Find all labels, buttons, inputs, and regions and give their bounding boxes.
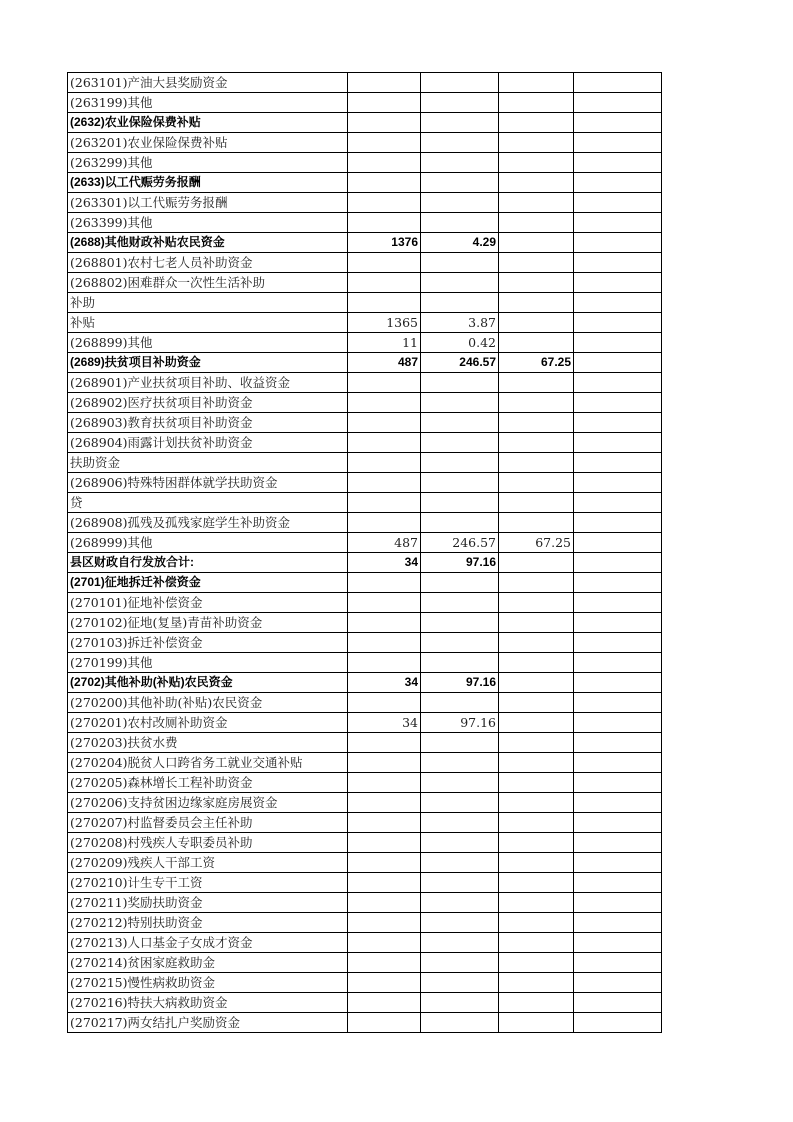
value-cell-4 xyxy=(574,393,662,413)
value-cell-3: 67.25 xyxy=(499,353,574,373)
value-cell-3 xyxy=(499,953,574,973)
value-cell-3 xyxy=(499,1013,574,1033)
value-cell-2 xyxy=(421,393,499,413)
value-cell-3 xyxy=(499,733,574,753)
row-label-cell: (270210)计生专干工资 xyxy=(68,873,348,893)
table-row xyxy=(68,733,662,753)
value-cell-2 xyxy=(421,913,499,933)
value-cell-1 xyxy=(348,133,421,153)
value-cell-1 xyxy=(348,993,421,1013)
row-label-cell: (270199)其他 xyxy=(68,653,348,673)
value-cell-3 xyxy=(499,673,574,693)
value-cell-3 xyxy=(499,373,574,393)
value-cell-4 xyxy=(574,893,662,913)
row-label-cell: (270200)其他补助(补贴)农民资金 xyxy=(68,693,348,713)
value-cell-4 xyxy=(574,793,662,813)
value-cell-3 xyxy=(499,833,574,853)
value-cell-3 xyxy=(499,473,574,493)
value-cell-2 xyxy=(421,73,499,93)
value-cell-2: 3.87 xyxy=(421,313,499,333)
value-cell-3 xyxy=(499,113,574,133)
table-row xyxy=(68,453,662,473)
row-label-cell: (263301)以工代赈劳务报酬 xyxy=(68,193,348,213)
table-row xyxy=(68,653,662,673)
table-row xyxy=(68,793,662,813)
value-cell-4 xyxy=(574,493,662,513)
value-cell-1 xyxy=(348,633,421,653)
value-cell-1 xyxy=(348,893,421,913)
table-row xyxy=(68,613,662,633)
row-label-cell: (263399)其他 xyxy=(68,213,348,233)
row-label-cell: (268908)孤残及孤残家庭学生补助资金 xyxy=(68,513,348,533)
table-row xyxy=(68,393,662,413)
value-cell-3 xyxy=(499,613,574,633)
value-cell-3: 67.25 xyxy=(499,533,574,553)
value-cell-2 xyxy=(421,833,499,853)
value-cell-3 xyxy=(499,513,574,533)
row-label-cell: 补贴 xyxy=(68,313,348,333)
row-label-cell: (2702)其他补助(补贴)农民资金 xyxy=(68,673,348,693)
value-cell-2 xyxy=(421,413,499,433)
value-cell-3 xyxy=(499,393,574,413)
table-row xyxy=(68,353,662,373)
value-cell-1 xyxy=(348,833,421,853)
value-cell-4 xyxy=(574,233,662,253)
table-row xyxy=(68,93,662,113)
value-cell-1 xyxy=(348,613,421,633)
row-label-cell: 扶助资金 xyxy=(68,453,348,473)
value-cell-1 xyxy=(348,73,421,93)
value-cell-4 xyxy=(574,613,662,633)
row-label-cell: (268999)其他 xyxy=(68,533,348,553)
value-cell-1 xyxy=(348,953,421,973)
table-row xyxy=(68,373,662,393)
table-row xyxy=(68,673,662,693)
value-cell-3 xyxy=(499,913,574,933)
value-cell-1 xyxy=(348,933,421,953)
value-cell-1 xyxy=(348,373,421,393)
value-cell-1 xyxy=(348,733,421,753)
value-cell-4 xyxy=(574,173,662,193)
value-cell-4 xyxy=(574,133,662,153)
value-cell-2 xyxy=(421,273,499,293)
value-cell-3 xyxy=(499,413,574,433)
row-label-cell: (263199)其他 xyxy=(68,93,348,113)
value-cell-3 xyxy=(499,773,574,793)
value-cell-3 xyxy=(499,593,574,613)
value-cell-2 xyxy=(421,693,499,713)
value-cell-2 xyxy=(421,493,499,513)
table-row xyxy=(68,273,662,293)
fund-table-body xyxy=(68,73,662,1033)
value-cell-3 xyxy=(499,653,574,673)
value-cell-3 xyxy=(499,553,574,573)
value-cell-4 xyxy=(574,1013,662,1033)
row-label-cell: (2689)扶贫项目补助资金 xyxy=(68,353,348,373)
table-row xyxy=(68,633,662,653)
value-cell-1: 34 xyxy=(348,673,421,693)
value-cell-4 xyxy=(574,993,662,1013)
table-row xyxy=(68,1013,662,1033)
value-cell-3 xyxy=(499,853,574,873)
table-row xyxy=(68,853,662,873)
value-cell-1: 1376 xyxy=(348,233,421,253)
value-cell-4 xyxy=(574,693,662,713)
table-row xyxy=(68,953,662,973)
fund-table xyxy=(67,72,662,1033)
row-label-cell: (2701)征地拆迁补偿资金 xyxy=(68,573,348,593)
value-cell-2 xyxy=(421,653,499,673)
table-row xyxy=(68,993,662,1013)
row-label-cell: (263299)其他 xyxy=(68,153,348,173)
value-cell-4 xyxy=(574,273,662,293)
value-cell-3 xyxy=(499,933,574,953)
value-cell-3 xyxy=(499,193,574,213)
value-cell-2 xyxy=(421,513,499,533)
value-cell-2 xyxy=(421,953,499,973)
value-cell-1 xyxy=(348,193,421,213)
row-label-cell: (270215)慢性病救助资金 xyxy=(68,973,348,993)
value-cell-4 xyxy=(574,813,662,833)
table-row xyxy=(68,573,662,593)
value-cell-4 xyxy=(574,853,662,873)
value-cell-2 xyxy=(421,793,499,813)
value-cell-2 xyxy=(421,993,499,1013)
value-cell-2 xyxy=(421,753,499,773)
table-row xyxy=(68,473,662,493)
table-row xyxy=(68,413,662,433)
value-cell-4 xyxy=(574,553,662,573)
value-cell-1 xyxy=(348,273,421,293)
value-cell-1 xyxy=(348,813,421,833)
value-cell-2 xyxy=(421,453,499,473)
value-cell-4 xyxy=(574,353,662,373)
table-row xyxy=(68,513,662,533)
value-cell-3 xyxy=(499,693,574,713)
value-cell-3 xyxy=(499,813,574,833)
value-cell-2 xyxy=(421,973,499,993)
row-label-cell: (270205)森林增长工程补助资金 xyxy=(68,773,348,793)
table-row xyxy=(68,913,662,933)
value-cell-3 xyxy=(499,333,574,353)
value-cell-3 xyxy=(499,73,574,93)
value-cell-4 xyxy=(574,373,662,393)
value-cell-2 xyxy=(421,93,499,113)
value-cell-1 xyxy=(348,253,421,273)
value-cell-1: 487 xyxy=(348,533,421,553)
row-label-cell: (270209)残疾人干部工资 xyxy=(68,853,348,873)
value-cell-4 xyxy=(574,673,662,693)
value-cell-2 xyxy=(421,193,499,213)
value-cell-1 xyxy=(348,413,421,433)
value-cell-2 xyxy=(421,293,499,313)
value-cell-4 xyxy=(574,713,662,733)
value-cell-1 xyxy=(348,653,421,673)
value-cell-1 xyxy=(348,793,421,813)
value-cell-2 xyxy=(421,893,499,913)
value-cell-4 xyxy=(574,913,662,933)
value-cell-1 xyxy=(348,513,421,533)
value-cell-4 xyxy=(574,253,662,273)
value-cell-4 xyxy=(574,933,662,953)
row-label-cell: (270102)征地(复垦)青苗补助资金 xyxy=(68,613,348,633)
value-cell-3 xyxy=(499,433,574,453)
row-label-cell: (2688)其他财政补贴农民资金 xyxy=(68,233,348,253)
value-cell-4 xyxy=(574,573,662,593)
value-cell-4 xyxy=(574,833,662,853)
table-row xyxy=(68,333,662,353)
value-cell-2 xyxy=(421,593,499,613)
value-cell-2 xyxy=(421,813,499,833)
value-cell-1 xyxy=(348,1013,421,1033)
row-label-cell: (268802)困难群众一次性生活补助 xyxy=(68,273,348,293)
table-row xyxy=(68,293,662,313)
value-cell-4 xyxy=(574,113,662,133)
value-cell-1 xyxy=(348,773,421,793)
value-cell-4 xyxy=(574,773,662,793)
value-cell-2: 97.16 xyxy=(421,553,499,573)
value-cell-3 xyxy=(499,293,574,313)
row-label-cell: (270101)征地补偿资金 xyxy=(68,593,348,613)
value-cell-3 xyxy=(499,793,574,813)
row-label-cell: (270103)拆迁补偿资金 xyxy=(68,633,348,653)
table-row xyxy=(68,873,662,893)
table-row xyxy=(68,773,662,793)
value-cell-4 xyxy=(574,433,662,453)
table-row xyxy=(68,713,662,733)
value-cell-2 xyxy=(421,113,499,133)
value-cell-4 xyxy=(574,633,662,653)
row-label-cell: (268899)其他 xyxy=(68,333,348,353)
row-label-cell: (268906)特殊特困群体就学扶助资金 xyxy=(68,473,348,493)
table-row xyxy=(68,133,662,153)
value-cell-2: 97.16 xyxy=(421,713,499,733)
value-cell-2 xyxy=(421,253,499,273)
value-cell-3 xyxy=(499,713,574,733)
row-label-cell: 县区财政自行发放合计: xyxy=(68,553,348,573)
value-cell-3 xyxy=(499,153,574,173)
value-cell-1 xyxy=(348,973,421,993)
value-cell-1 xyxy=(348,693,421,713)
table-row xyxy=(68,973,662,993)
value-cell-2 xyxy=(421,473,499,493)
value-cell-4 xyxy=(574,653,662,673)
table-row xyxy=(68,233,662,253)
value-cell-1 xyxy=(348,853,421,873)
value-cell-2 xyxy=(421,133,499,153)
value-cell-4 xyxy=(574,413,662,433)
row-label-cell: (270216)特扶大病救助资金 xyxy=(68,993,348,1013)
value-cell-2 xyxy=(421,733,499,753)
value-cell-3 xyxy=(499,993,574,1013)
value-cell-3 xyxy=(499,873,574,893)
value-cell-3 xyxy=(499,753,574,773)
value-cell-1 xyxy=(348,293,421,313)
value-cell-1 xyxy=(348,173,421,193)
value-cell-2 xyxy=(421,213,499,233)
value-cell-3 xyxy=(499,93,574,113)
value-cell-3 xyxy=(499,213,574,233)
table-row xyxy=(68,433,662,453)
value-cell-4 xyxy=(574,593,662,613)
row-label-cell: (268904)雨露计划扶贫补助资金 xyxy=(68,433,348,453)
row-label-cell: (270212)特别扶助资金 xyxy=(68,913,348,933)
row-label-cell: (270203)扶贫水费 xyxy=(68,733,348,753)
value-cell-1 xyxy=(348,393,421,413)
value-cell-3 xyxy=(499,973,574,993)
value-cell-2: 246.57 xyxy=(421,353,499,373)
value-cell-2 xyxy=(421,933,499,953)
value-cell-3 xyxy=(499,573,574,593)
value-cell-4 xyxy=(574,213,662,233)
value-cell-1 xyxy=(348,473,421,493)
table-row xyxy=(68,833,662,853)
row-label-cell: (268903)教育扶贫项目补助资金 xyxy=(68,413,348,433)
table-row xyxy=(68,113,662,133)
row-label-cell: (270207)村监督委员会主任补助 xyxy=(68,813,348,833)
table-row xyxy=(68,493,662,513)
value-cell-1 xyxy=(348,493,421,513)
value-cell-4 xyxy=(574,873,662,893)
value-cell-4 xyxy=(574,73,662,93)
row-label-cell: (270206)支持贫困边缘家庭房展资金 xyxy=(68,793,348,813)
value-cell-3 xyxy=(499,493,574,513)
value-cell-4 xyxy=(574,453,662,473)
table-row xyxy=(68,593,662,613)
value-cell-2 xyxy=(421,853,499,873)
row-label-cell: (268801)农村七老人员补助资金 xyxy=(68,253,348,273)
row-label-cell: (270214)贫困家庭救助金 xyxy=(68,953,348,973)
value-cell-4 xyxy=(574,153,662,173)
value-cell-2 xyxy=(421,1013,499,1033)
table-row xyxy=(68,753,662,773)
table-row xyxy=(68,553,662,573)
row-label-cell: (263201)农业保险保费补贴 xyxy=(68,133,348,153)
row-label-cell: (2632)农业保险保费补贴 xyxy=(68,113,348,133)
value-cell-1: 1365 xyxy=(348,313,421,333)
value-cell-3 xyxy=(499,173,574,193)
table-row xyxy=(68,193,662,213)
row-label-cell: (270208)村残疾人专职委员补助 xyxy=(68,833,348,853)
value-cell-2 xyxy=(421,873,499,893)
value-cell-2 xyxy=(421,433,499,453)
value-cell-4 xyxy=(574,753,662,773)
value-cell-2 xyxy=(421,153,499,173)
row-label-cell: (270217)两女结扎户奖励资金 xyxy=(68,1013,348,1033)
value-cell-1: 34 xyxy=(348,553,421,573)
value-cell-4 xyxy=(574,953,662,973)
value-cell-3 xyxy=(499,133,574,153)
value-cell-1 xyxy=(348,213,421,233)
table-row xyxy=(68,73,662,93)
value-cell-3 xyxy=(499,453,574,473)
value-cell-2 xyxy=(421,633,499,653)
table-row xyxy=(68,813,662,833)
row-label-cell: (270201)农村改厕补助资金 xyxy=(68,713,348,733)
value-cell-1: 11 xyxy=(348,333,421,353)
value-cell-4 xyxy=(574,973,662,993)
value-cell-1 xyxy=(348,753,421,773)
table-row xyxy=(68,253,662,273)
value-cell-1 xyxy=(348,153,421,173)
value-cell-4 xyxy=(574,473,662,493)
value-cell-4 xyxy=(574,293,662,313)
table-row xyxy=(68,313,662,333)
value-cell-4 xyxy=(574,733,662,753)
value-cell-4 xyxy=(574,333,662,353)
value-cell-3 xyxy=(499,313,574,333)
value-cell-2: 246.57 xyxy=(421,533,499,553)
value-cell-3 xyxy=(499,253,574,273)
value-cell-1 xyxy=(348,113,421,133)
row-label-cell: (2633)以工代赈劳务报酬 xyxy=(68,173,348,193)
table-row xyxy=(68,693,662,713)
value-cell-3 xyxy=(499,233,574,253)
row-label-cell: (270211)奖励扶助资金 xyxy=(68,893,348,913)
table-row xyxy=(68,153,662,173)
value-cell-2: 0.42 xyxy=(421,333,499,353)
value-cell-1 xyxy=(348,433,421,453)
value-cell-1 xyxy=(348,573,421,593)
value-cell-3 xyxy=(499,273,574,293)
value-cell-3 xyxy=(499,893,574,913)
value-cell-2: 97.16 xyxy=(421,673,499,693)
value-cell-2 xyxy=(421,613,499,633)
value-cell-1: 34 xyxy=(348,713,421,733)
value-cell-2 xyxy=(421,773,499,793)
table-row xyxy=(68,893,662,913)
table-row xyxy=(68,533,662,553)
value-cell-2 xyxy=(421,373,499,393)
table-row xyxy=(68,933,662,953)
value-cell-4 xyxy=(574,513,662,533)
value-cell-4 xyxy=(574,93,662,113)
row-label-cell: (268901)产业扶贫项目补助、收益资金 xyxy=(68,373,348,393)
value-cell-2: 4.29 xyxy=(421,233,499,253)
value-cell-1: 487 xyxy=(348,353,421,373)
value-cell-2 xyxy=(421,573,499,593)
value-cell-1 xyxy=(348,873,421,893)
row-label-cell: 贷 xyxy=(68,493,348,513)
row-label-cell: (270213)人口基金子女成才资金 xyxy=(68,933,348,953)
row-label-cell: (270204)脱贫人口跨省务工就业交通补贴 xyxy=(68,753,348,773)
table-row xyxy=(68,173,662,193)
row-label-cell: (268902)医疗扶贫项目补助资金 xyxy=(68,393,348,413)
value-cell-4 xyxy=(574,193,662,213)
value-cell-4 xyxy=(574,533,662,553)
row-label-cell: (263101)产油大县奖励资金 xyxy=(68,73,348,93)
value-cell-2 xyxy=(421,173,499,193)
table-row xyxy=(68,213,662,233)
value-cell-1 xyxy=(348,593,421,613)
value-cell-4 xyxy=(574,313,662,333)
value-cell-3 xyxy=(499,633,574,653)
value-cell-1 xyxy=(348,913,421,933)
value-cell-1 xyxy=(348,453,421,473)
value-cell-1 xyxy=(348,93,421,113)
row-label-cell: 补助 xyxy=(68,293,348,313)
